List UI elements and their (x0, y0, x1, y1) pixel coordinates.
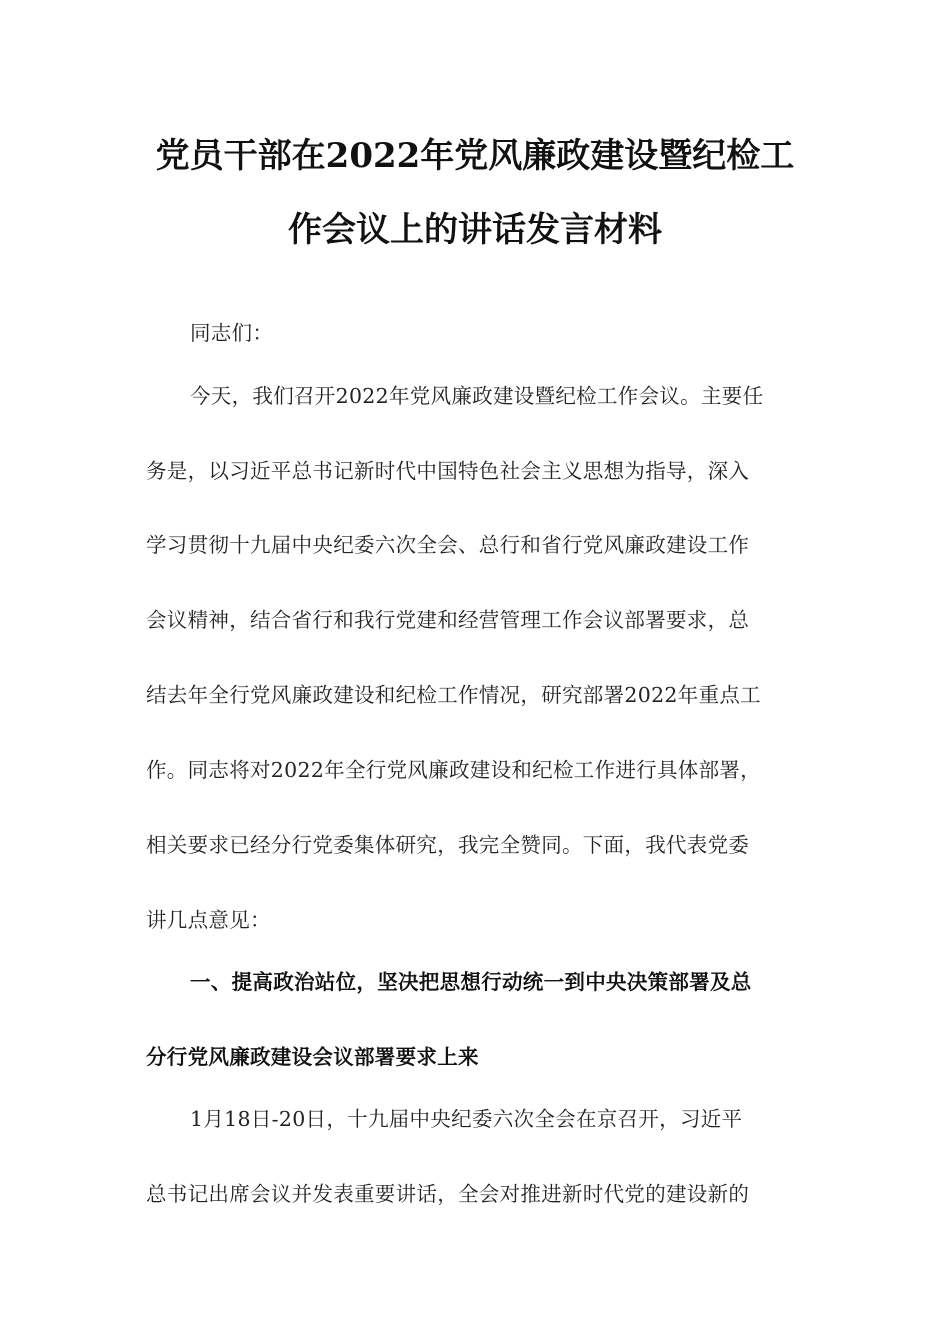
document-title-line-1: 党员干部在2022年党风廉政建设暨纪检工 (155, 136, 795, 176)
body-line: 今天，我们召开2022年党风廉政建设暨纪检工作会议。主要任 (190, 384, 764, 408)
body-line: 学习贯彻十九届中央纪委六次全会、总行和省行党风廉政建设工作 (146, 533, 750, 557)
body-line: 总书记出席会议并发表重要讲话，全会对推进新时代党的建设新的 (146, 1182, 750, 1206)
body-line: 相关要求已经分行党委集体研究，我完全赞同。下面，我代表党委 (146, 833, 750, 857)
section-heading-line: 一、提高政治站位，坚决把思想行动统一到中央决策部署及总 (190, 970, 752, 994)
document-title-line-2: 作会议上的讲话发言材料 (288, 210, 662, 250)
section-heading-line: 分行党风廉政建设会议部署要求上来 (146, 1045, 479, 1069)
body-line: 结去年全行党风廉政建设和纪检工作情况，研究部署2022年重点工 (146, 683, 761, 707)
salutation: 同志们： (190, 321, 274, 345)
body-line: 务是，以习近平总书记新时代中国特色社会主义思想为指导，深入 (146, 459, 750, 483)
body-line: 作。同志将对2022年全行党风廉政建设和纪检工作进行具体部署， (146, 758, 761, 782)
body-line: 讲几点意见： (146, 908, 271, 932)
body-line: 1月18日-20日，十九届中央纪委六次全会在京召开，习近平 (190, 1107, 743, 1131)
body-line: 会议精神，结合省行和我行党建和经营管理工作会议部署要求，总 (146, 608, 750, 632)
